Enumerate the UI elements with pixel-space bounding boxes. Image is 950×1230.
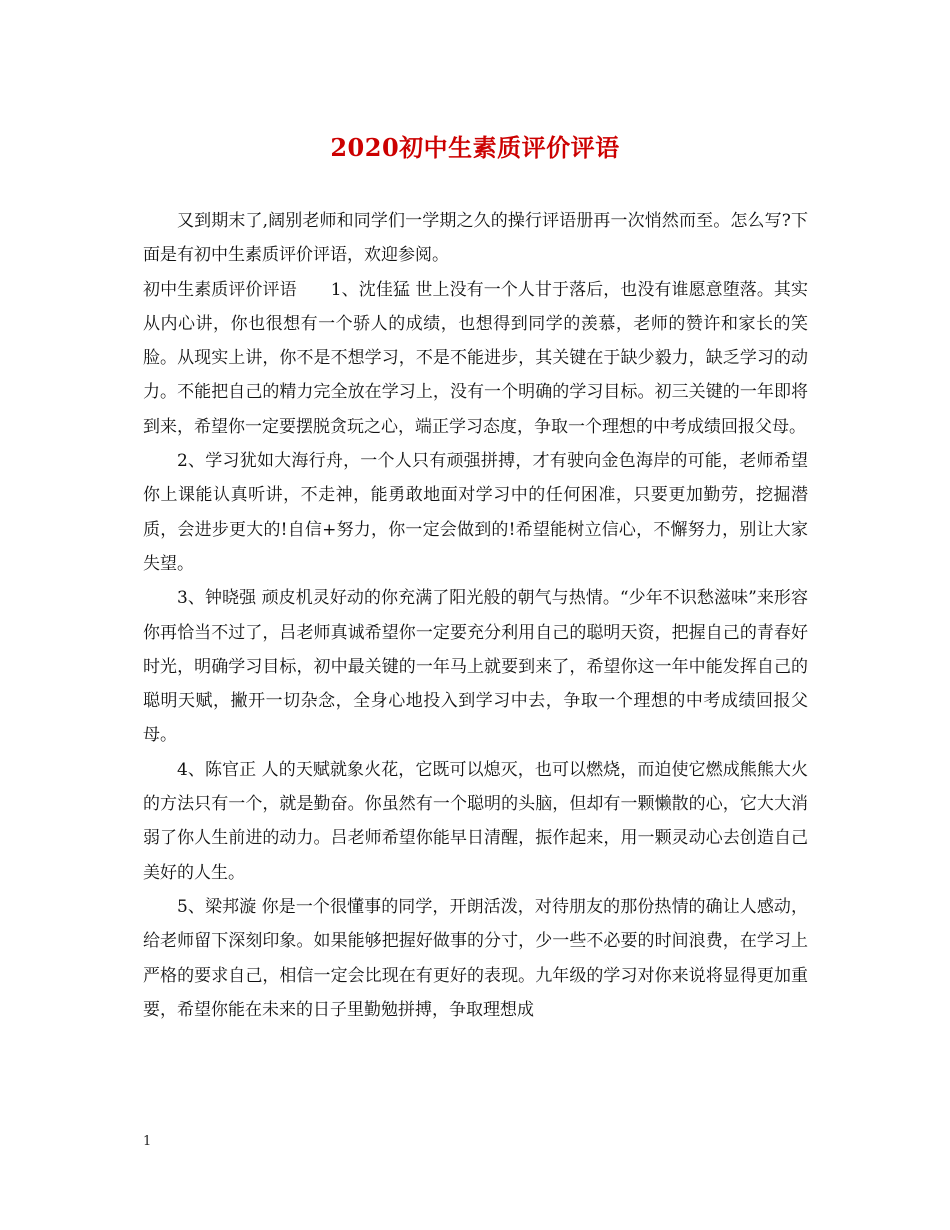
document-title: 2020初中生素质评价评语: [330, 133, 620, 162]
paragraph-comment-4: 4、陈官正 人的天赋就象火花，它既可以熄灭，也可以燃烧，而迫使它燃成熊熊大火的方法只有一个，就是勤奋。你虽然有一个聪明的头脑，但却有一颗懒散的心，它大大消弱了你人生前进的动力。吕老师希望你能早日清醒，振作起来，用一颗灵动心去创造自己美好的人生。: [143, 759, 808, 883]
paragraph-comment-3: 3、钟晓强 顽皮机灵好动的你充满了阳光般的朝气与热情。“少年不识愁滋味”来形容你再恰当不过了，吕老师真诚希望你一定要充分利用自己的聪明天资，把握自己的青春好时光，明确学习目标，初中最关键的一年马上就要到来了，希望你这一年中能发挥自己的聪明天赋，撇开一切杂念，全身心地投入到学习中去，争取一个理想的中考成绩回报父母。: [143, 588, 808, 746]
page-number: 1: [143, 1134, 152, 1149]
document-body: [143, 204, 808, 1027]
paragraph-comment-2: 2、学习犹如大海行舟，一个人只有顽强拼搏，才有驶向金色海岸的可能，老师希望你上课能认真听讲，不走神，能勇敢地面对学习中的任何困准，只要更加勤劳，挖掘潜质，会进步更大的!自信+努力，你一定会做到的!希望能树立信心，不懈努力，别让大家失望。: [143, 451, 808, 574]
paragraph-comment-5: 5、梁邦漩 你是一个很懂事的同学，开朗活泼，对待朋友的那份热情的确让人感动，给老师留下深刻印象。如果能够把握好做事的分寸，少一些不必要的时间浪费，在学习上严格的要求自己，相信一定会比现在有更好的表现。九年级的学习对你来说将显得更加重要，希望你能在未来的日子里勤勉拼搏，争取理想成: [143, 896, 808, 1020]
paragraph-comment-1: 初中生素质评价评语 1、沈佳猛 世上没有一个人甘于落后，也没有谁愿意堕落。其实从内心讲，你也很想有一个骄人的成绩，也想得到同学的羡慕，老师的赞许和家长的笑脸。从现实上讲，你不是不想学习，不是不能进步，其关键在于缺少毅力，缺乏学习的动力。不能把自己的精力完全放在学习上，没有一个明确的学习目标。初三关键的一年即将到来，希望你一定要摆脱贪玩之心，端正学习态度，争取一个理想的中考成绩回报父母。: [143, 279, 808, 437]
paragraph-intro: 又到期末了,阔别老师和同学们一学期之久的操行评语册再一次悄然而至。怎么写?下面是有初中生素质评价评语，欢迎参阅。: [143, 211, 808, 266]
